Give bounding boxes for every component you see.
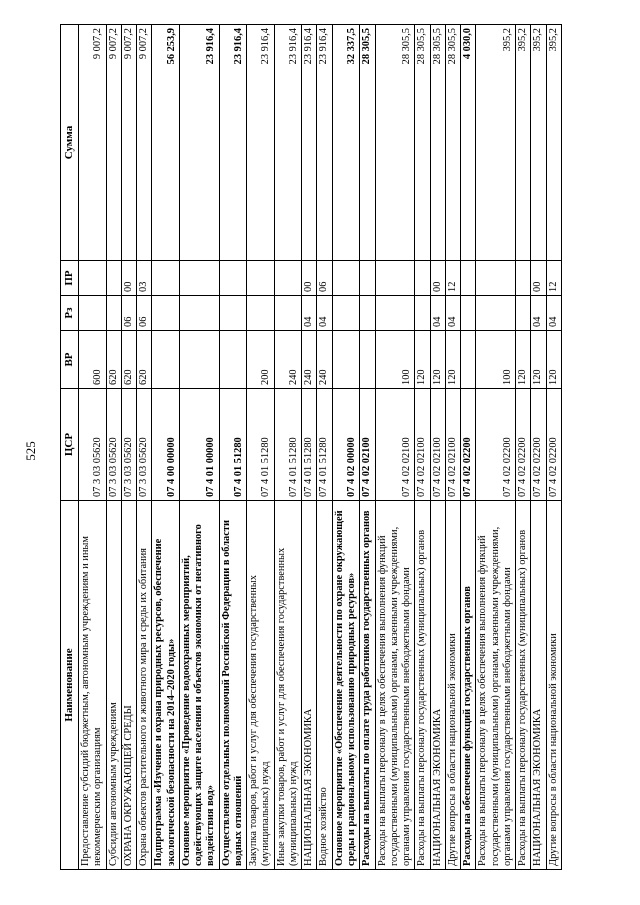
cell-pr — [332, 261, 360, 296]
cell-csr: 07 4 01 51280 — [317, 389, 332, 501]
rotated-page-content — [60, 25, 580, 870]
cell-rz — [375, 296, 415, 331]
cell-pr — [274, 261, 302, 296]
table-row — [219, 25, 247, 870]
table-header-row — [61, 25, 79, 870]
cell-name: Основное мероприятие «Проведение водоохранных мероприятий, содействующих защите населения и объектов экономики от негативного воздействия вод» — [179, 501, 219, 870]
cell-csr: 07 3 03 05620 — [121, 389, 136, 501]
cell-pr: 12 — [546, 261, 561, 296]
cell-vr — [332, 331, 360, 389]
cell-rz — [332, 296, 360, 331]
cell-csr: 07 3 03 05620 — [137, 389, 152, 501]
cell-rz — [78, 296, 106, 331]
cell-csr: 07 3 03 05620 — [106, 389, 121, 501]
cell-sum: 9 007,2 — [106, 25, 121, 261]
budget-table — [60, 24, 562, 870]
cell-vr: 240 — [302, 331, 317, 389]
cell-sum: 28 305,5 — [430, 25, 445, 261]
header-vr: ВР — [61, 331, 79, 389]
cell-pr — [106, 261, 121, 296]
cell-sum: 28 305,5 — [360, 25, 375, 261]
cell-name: Расходы на выплаты по оплате труда работников государственных органов — [360, 501, 375, 870]
cell-vr: 120 — [445, 331, 460, 389]
table-row — [415, 25, 430, 870]
table-row — [247, 25, 275, 870]
cell-sum: 28 305,5 — [375, 25, 415, 261]
cell-csr: 07 4 01 51280 — [219, 389, 247, 501]
cell-name: НАЦИОНАЛЬНАЯ ЭКОНОМИКА — [430, 501, 445, 870]
cell-sum: 395,2 — [516, 25, 531, 261]
cell-vr — [152, 331, 180, 389]
header-csr: ЦСР — [61, 389, 79, 501]
cell-rz: 04 — [531, 296, 546, 331]
cell-pr — [179, 261, 219, 296]
cell-vr — [219, 331, 247, 389]
cell-rz: 04 — [302, 296, 317, 331]
cell-rz — [179, 296, 219, 331]
cell-rz — [461, 296, 476, 331]
table-row — [152, 25, 180, 870]
table-row — [121, 25, 136, 870]
cell-sum: 28 305,5 — [445, 25, 460, 261]
cell-sum: 56 253,9 — [152, 25, 180, 261]
table-row — [360, 25, 375, 870]
header-rz: Рз — [61, 296, 79, 331]
cell-name: Субсидии автономным учреждениям — [106, 501, 121, 870]
cell-name: Расходы на обеспечение функций государственных органов — [461, 501, 476, 870]
cell-csr: 07 4 02 02200 — [546, 389, 561, 501]
cell-sum: 23 916,4 — [317, 25, 332, 261]
cell-name: Охрана объектов растительного и животного мира и среды их обитания — [137, 501, 152, 870]
cell-csr: 07 4 02 02200 — [461, 389, 476, 501]
table-row — [430, 25, 445, 870]
cell-pr — [516, 261, 531, 296]
table-row — [137, 25, 152, 870]
cell-name: Закупка товаров, работ и услуг для обеспечения государственных (муниципальных) нужд — [247, 501, 275, 870]
table-row — [461, 25, 476, 870]
cell-sum: 23 916,4 — [247, 25, 275, 261]
cell-sum: 23 916,4 — [302, 25, 317, 261]
cell-name: НАЦИОНАЛЬНАЯ ЭКОНОМИКА — [531, 501, 546, 870]
cell-name: НАЦИОНАЛЬНАЯ ЭКОНОМИКА — [302, 501, 317, 870]
cell-pr: 03 — [137, 261, 152, 296]
header-name: Наименование — [61, 501, 79, 870]
cell-vr: 200 — [247, 331, 275, 389]
cell-pr — [219, 261, 247, 296]
cell-name: Водное хозяйство — [317, 501, 332, 870]
cell-pr — [415, 261, 430, 296]
cell-sum: 23 916,4 — [274, 25, 302, 261]
page-number: 525 — [23, 441, 38, 461]
cell-vr: 120 — [415, 331, 430, 389]
cell-pr — [360, 261, 375, 296]
cell-vr — [179, 331, 219, 389]
cell-pr: 00 — [430, 261, 445, 296]
table-row — [179, 25, 219, 870]
table-row — [546, 25, 561, 870]
cell-rz — [360, 296, 375, 331]
cell-vr: 620 — [106, 331, 121, 389]
cell-csr: 07 4 02 02100 — [430, 389, 445, 501]
cell-rz: 04 — [445, 296, 460, 331]
cell-csr: 07 4 02 02100 — [360, 389, 375, 501]
header-sum: Сумма — [61, 25, 79, 261]
cell-name: Предоставление субсидий бюджетным, автономным учреждениям и иным некоммерческим организациям — [78, 501, 106, 870]
cell-sum: 23 916,4 — [219, 25, 247, 261]
table-row — [302, 25, 317, 870]
cell-pr — [461, 261, 476, 296]
cell-csr: 07 4 01 00000 — [179, 389, 219, 501]
cell-vr — [360, 331, 375, 389]
cell-csr: 07 4 01 51280 — [247, 389, 275, 501]
cell-rz — [247, 296, 275, 331]
cell-sum: 4 030,0 — [461, 25, 476, 261]
cell-name: Иные закупки товаров, работ и услуг для обеспечения государственных (муниципальных) нужд — [274, 501, 302, 870]
cell-vr: 620 — [137, 331, 152, 389]
table-row — [106, 25, 121, 870]
cell-pr — [375, 261, 415, 296]
cell-rz: 06 — [137, 296, 152, 331]
cell-csr: 07 4 02 02200 — [476, 389, 516, 501]
table-row — [78, 25, 106, 870]
cell-sum: 32 337,5 — [332, 25, 360, 261]
table-row — [274, 25, 302, 870]
cell-rz — [415, 296, 430, 331]
cell-vr: 120 — [516, 331, 531, 389]
cell-name: Расходы на выплаты персоналу государственных (муниципальных) органов — [516, 501, 531, 870]
cell-pr — [476, 261, 516, 296]
cell-rz — [152, 296, 180, 331]
cell-name: Расходы на выплаты персоналу в целях обеспечения выполнения функций государственными (муниципальными) органами, казенными учреждениями, органами управления государственными внебюджетными фондами — [375, 501, 415, 870]
cell-sum: 395,2 — [546, 25, 561, 261]
cell-vr: 620 — [121, 331, 136, 389]
cell-csr: 07 4 02 00000 — [332, 389, 360, 501]
cell-vr: 240 — [274, 331, 302, 389]
cell-vr: 100 — [476, 331, 516, 389]
cell-name: ОХРАНА ОКРУЖАЮЩЕЙ СРЕДЫ — [121, 501, 136, 870]
cell-vr: 100 — [375, 331, 415, 389]
cell-name: Подпрограмма «Изучение и охрана природных ресурсов, обеспечение экологической безопасности на 2014–2020 годы» — [152, 501, 180, 870]
table-row — [531, 25, 546, 870]
cell-csr: 07 4 01 51280 — [302, 389, 317, 501]
cell-sum: 9 007,2 — [78, 25, 106, 261]
cell-vr — [461, 331, 476, 389]
cell-name: Осуществление отдельных полномочий Российской Федерации в области водных отношений — [219, 501, 247, 870]
cell-pr — [247, 261, 275, 296]
cell-csr: 07 4 01 51280 — [274, 389, 302, 501]
cell-name: Другие вопросы в области национальной экономики — [546, 501, 561, 870]
cell-sum: 395,2 — [476, 25, 516, 261]
cell-name: Расходы на выплаты персоналу государственных (муниципальных) органов — [415, 501, 430, 870]
cell-pr: 00 — [121, 261, 136, 296]
table-row — [476, 25, 516, 870]
header-pr: ПР — [61, 261, 79, 296]
cell-rz: 04 — [430, 296, 445, 331]
cell-name: Другие вопросы в области национальной экономики — [445, 501, 460, 870]
table-body — [78, 25, 561, 870]
cell-sum: 28 305,5 — [415, 25, 430, 261]
cell-pr — [152, 261, 180, 296]
cell-csr: 07 4 02 02200 — [531, 389, 546, 501]
cell-sum: 395,2 — [531, 25, 546, 261]
cell-csr: 07 4 00 00000 — [152, 389, 180, 501]
table-row — [445, 25, 460, 870]
cell-csr: 07 4 02 02100 — [375, 389, 415, 501]
cell-pr: 12 — [445, 261, 460, 296]
cell-csr: 07 4 02 02100 — [415, 389, 430, 501]
cell-pr: 00 — [302, 261, 317, 296]
cell-rz — [274, 296, 302, 331]
cell-rz — [219, 296, 247, 331]
cell-csr: 07 4 02 02100 — [445, 389, 460, 501]
table-row — [317, 25, 332, 870]
cell-sum: 23 916,4 — [179, 25, 219, 261]
cell-vr: 120 — [531, 331, 546, 389]
cell-sum: 9 007,2 — [137, 25, 152, 261]
table-row — [375, 25, 415, 870]
cell-rz — [516, 296, 531, 331]
cell-rz: 04 — [317, 296, 332, 331]
cell-rz: 04 — [546, 296, 561, 331]
cell-name: Основное мероприятие «Обеспечение деятельности по охране окружающей среды и рациональному использованию природных ресурсов» — [332, 501, 360, 870]
cell-vr: 240 — [317, 331, 332, 389]
cell-rz: 06 — [121, 296, 136, 331]
cell-pr — [78, 261, 106, 296]
cell-pr: 00 — [531, 261, 546, 296]
cell-pr: 06 — [317, 261, 332, 296]
cell-vr: 120 — [546, 331, 561, 389]
cell-csr: 07 4 02 02200 — [516, 389, 531, 501]
cell-name: Расходы на выплаты персоналу в целях обеспечения выполнения функций государственными (муниципальными) органами, казенными учреждениями, органами управления государственными внебюджетными фондами — [476, 501, 516, 870]
cell-rz — [476, 296, 516, 331]
cell-rz — [106, 296, 121, 331]
cell-vr: 600 — [78, 331, 106, 389]
table-row — [516, 25, 531, 870]
cell-sum: 9 007,2 — [121, 25, 136, 261]
table-row — [332, 25, 360, 870]
cell-csr: 07 3 03 05620 — [78, 389, 106, 501]
cell-vr: 120 — [430, 331, 445, 389]
